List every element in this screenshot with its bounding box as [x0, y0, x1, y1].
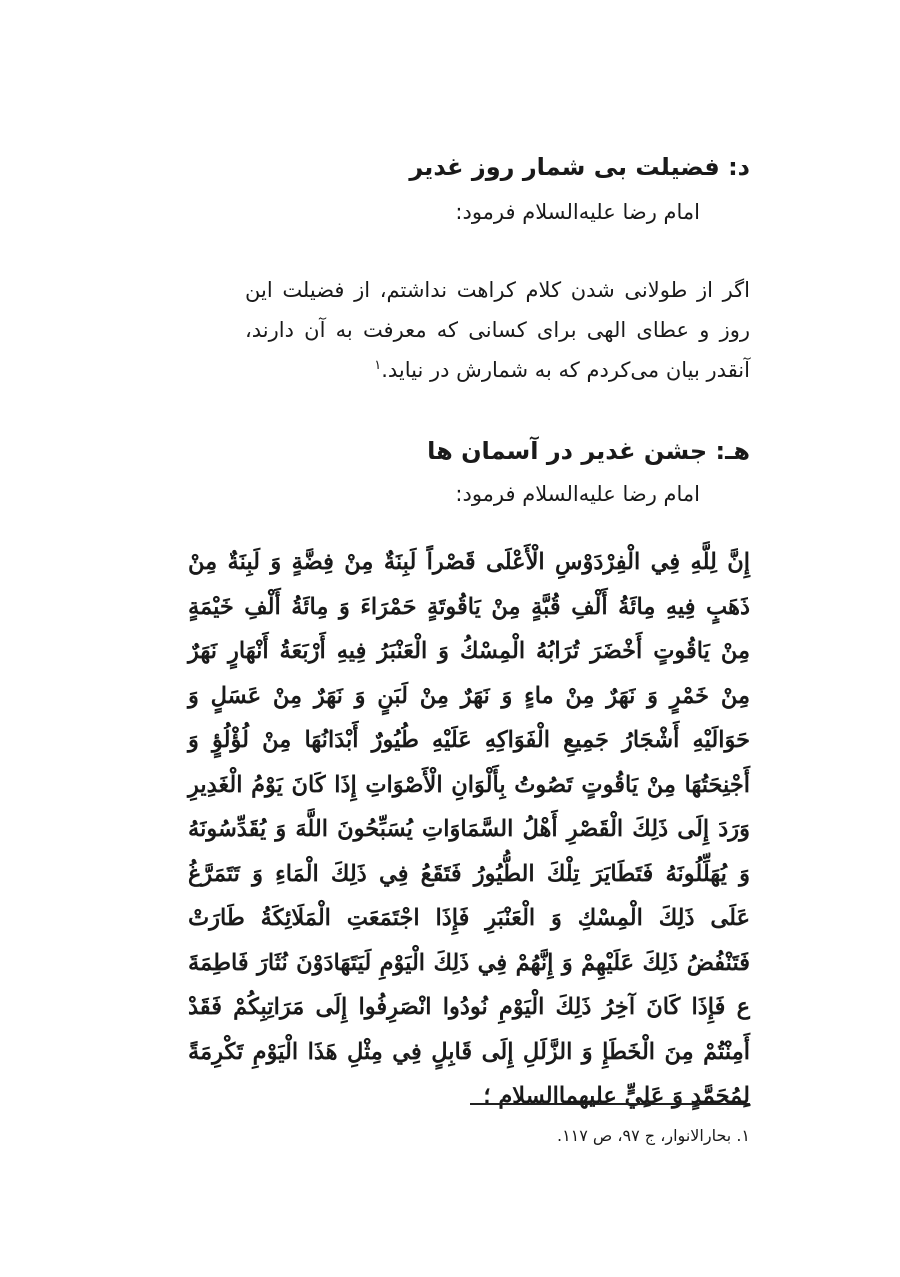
- section-h-heading: هـ: جشن غدیر در آسمان ها: [427, 437, 750, 465]
- hadith-text: إِنَّ لِلَّهِ فِي الْفِرْدَوْسِ الْأَعْلَى قَصْراً لَبِنَةٌ مِنْ فِضَّةٍ وَ لَبِنَةٌ مِنْ ذَهَبٍ فِيهِ مِائَةُ أَلْفِ قُبَّةٍ مِنْ يَاقُوتَةٍ حَمْرَاءَ وَ مِائَةُ أَلْفِ خَيْمَةٍ مِنْ يَاقُوتٍ أَخْضَرَ تُرَابُهُ الْمِسْكُ وَ الْعَنْبَرُ فِيهِ أَرْبَعَةُ أَنْهَارٍ نَهَرٌ مِنْ خَمْرٍ وَ نَهَرٌ مِنْ ماءٍ وَ نَهَرٌ مِنْ لَبَنٍ وَ نَهَرٌ مِنْ عَسَلٍ وَ حَوَالَيْهِ أَشْجَارُ جَمِيعِ الْفَوَاكِهِ عَلَيْهِ طُيُورٌ أَبْدَانُهَا مِنْ لُؤْلُؤٍ وَ أَجْنِحَتُهَا مِنْ يَاقُوتٍ تَصُوتُ بِأَلْوَانِ الْأَصْوَاتِ إِذَا كَانَ يَوْمُ الْغَدِيرِ وَرَدَ إِلَى ذَلِكَ الْقَصْرِ أَهْلُ السَّمَاوَاتِ يُسَبِّحُونَ اللَّهَ وَ يُقَدِّسُونَهُ وَ يُهَلِّلُونَهُ فَتَطَايَرَ تِلْكَ الطُّيُورُ فَتَقَعُ فِي ذَلِكَ الْمَاءِ وَ تَتَمَرَّغُ عَلَى ذَلِكَ الْمِسْكِ وَ الْعَنْبَرِ فَإِذَا اجْتَمَعَتِ الْمَلَائِكَةُ طَارَتْ فَتَنْفُضُ ذَلِكَ عَلَيْهِمْ وَ إِنَّهُمْ فِي ذَلِكَ الْيَوْمِ لَيَتَهَادَوْنَ نُثَارَ فَاطِمَةَ ع فَإِذَا كَانَ آخِرُ ذَلِكَ الْيَوْمِ نُودُوا انْصَرِفُوا إِلَى مَرَاتِبِكُمْ فَقَدْ أَمِنْتُمْ مِنَ الْخَطَإِ وَ الزَّلَلِ إِلَى قَابِلٍ فِي مِثْلِ هَذَا الْيَوْمِ تَكْرِمَةً لِمُحَمَّدٍ وَ عَلِيٍّ علیهما‌السلام ؛: [188, 549, 750, 1109]
- footnote-text: ۱. بحارالانوار، ج ۹۷، ص ۱۱۷.: [556, 1126, 750, 1145]
- footnote-marker: ۱: [374, 358, 382, 373]
- section-d-heading: د: فضیلت بی شمار روز غدیر: [409, 153, 750, 181]
- section-d-intro: امام رضا علیه‌السلام فرمود:: [455, 200, 700, 224]
- section-d-paragraph: [245, 270, 750, 390]
- footnote-divider: [470, 1103, 750, 1105]
- section-d-paragraph-text: اگر از طولانی شدن کلام کراهت نداشتم، از فضیلت این روز و عطای الهی برای کسانی که معرفت به آن دارند، آنقدر بیان می‌کردم که به شمارش در نیاید.: [245, 278, 750, 382]
- section-h-intro: امام رضا علیه‌السلام فرمود:: [455, 482, 700, 506]
